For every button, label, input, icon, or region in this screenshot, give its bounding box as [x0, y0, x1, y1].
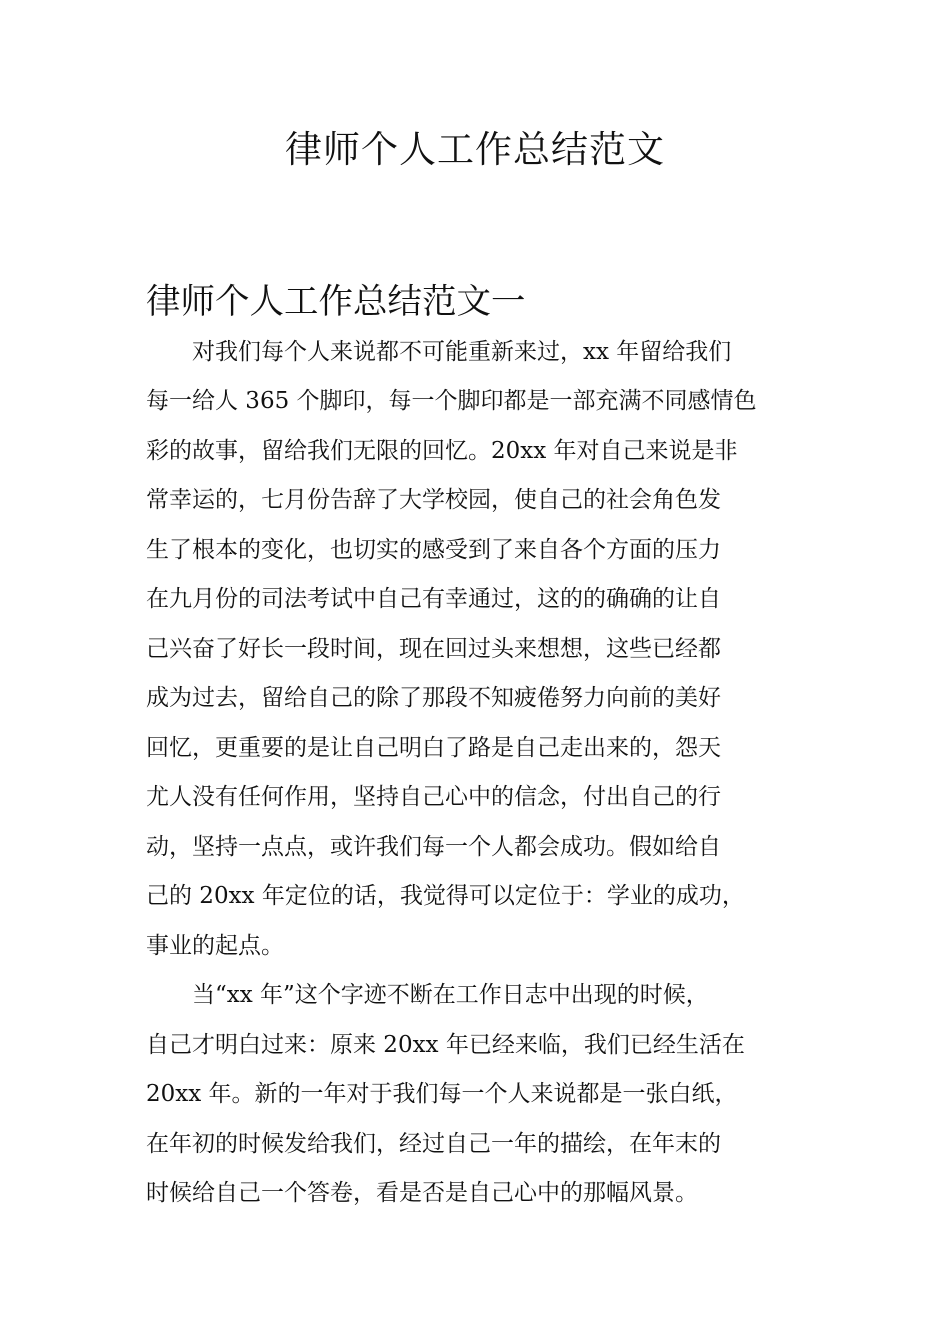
- text-line: 常幸运的，七月份告辞了大学校园，使自己的社会角色发: [146, 487, 721, 513]
- text-line: 时候给自己一个答卷，看是否是自己心中的那幅风景。: [146, 1180, 698, 1206]
- text-line: 回忆，更重要的是让自己明白了路是自己走出来的，怨天: [146, 734, 721, 761]
- text-line: 成为过去，留给自己的除了那段不知疲倦努力向前的美好: [146, 685, 721, 711]
- text-line: 彩的故事，留给我们无限的回忆。20xx 年对自己来说是非: [146, 437, 738, 464]
- paragraph-2: [146, 971, 810, 1219]
- text-line: 尤人没有任何作用，坚持自己心中的信念，付出自己的行: [146, 784, 721, 810]
- text-line: 生了根本的变化，也切实的感受到了来自各个方面的压力: [146, 536, 721, 563]
- paragraph-1: [146, 328, 810, 972]
- text-line: 在九月份的司法考试中自己有幸通过，这的的确确的让自: [146, 586, 721, 612]
- text-line: 事业的起点。: [146, 932, 284, 959]
- text-line: 在年初的时候发给我们，经过自己一年的描绘，在年末的: [146, 1130, 721, 1157]
- document-body: [146, 278, 810, 1219]
- text-line: 动，坚持一点点，或许我们每一个人都会成功。假如给自: [146, 833, 721, 860]
- text-line: 对我们每个人来说都不可能重新来过，xx 年留给我们: [192, 338, 732, 365]
- section-subheading: 律师个人工作总结范文一: [146, 282, 526, 322]
- text-line: 每一给人 365 个脚印，每一个脚印都是一部充满不同感情色: [146, 388, 757, 414]
- text-line: 当“xx 年”这个字迹不断在工作日志中出现的时候，: [192, 982, 709, 1008]
- text-line: 自己才明白过来：原来 20xx 年已经来临，我们已经生活在: [146, 1031, 745, 1058]
- document-title: 律师个人工作总结范文: [285, 128, 665, 171]
- text-line: 20xx 年。新的一年对于我们每一个人来说都是一张白纸，: [146, 1081, 738, 1107]
- text-line: 己的 20xx 年定位的话，我觉得可以定位于：学业的成功，: [146, 883, 745, 909]
- text-line: 己兴奋了好长一段时间，现在回过头来想想，这些已经都: [146, 635, 721, 662]
